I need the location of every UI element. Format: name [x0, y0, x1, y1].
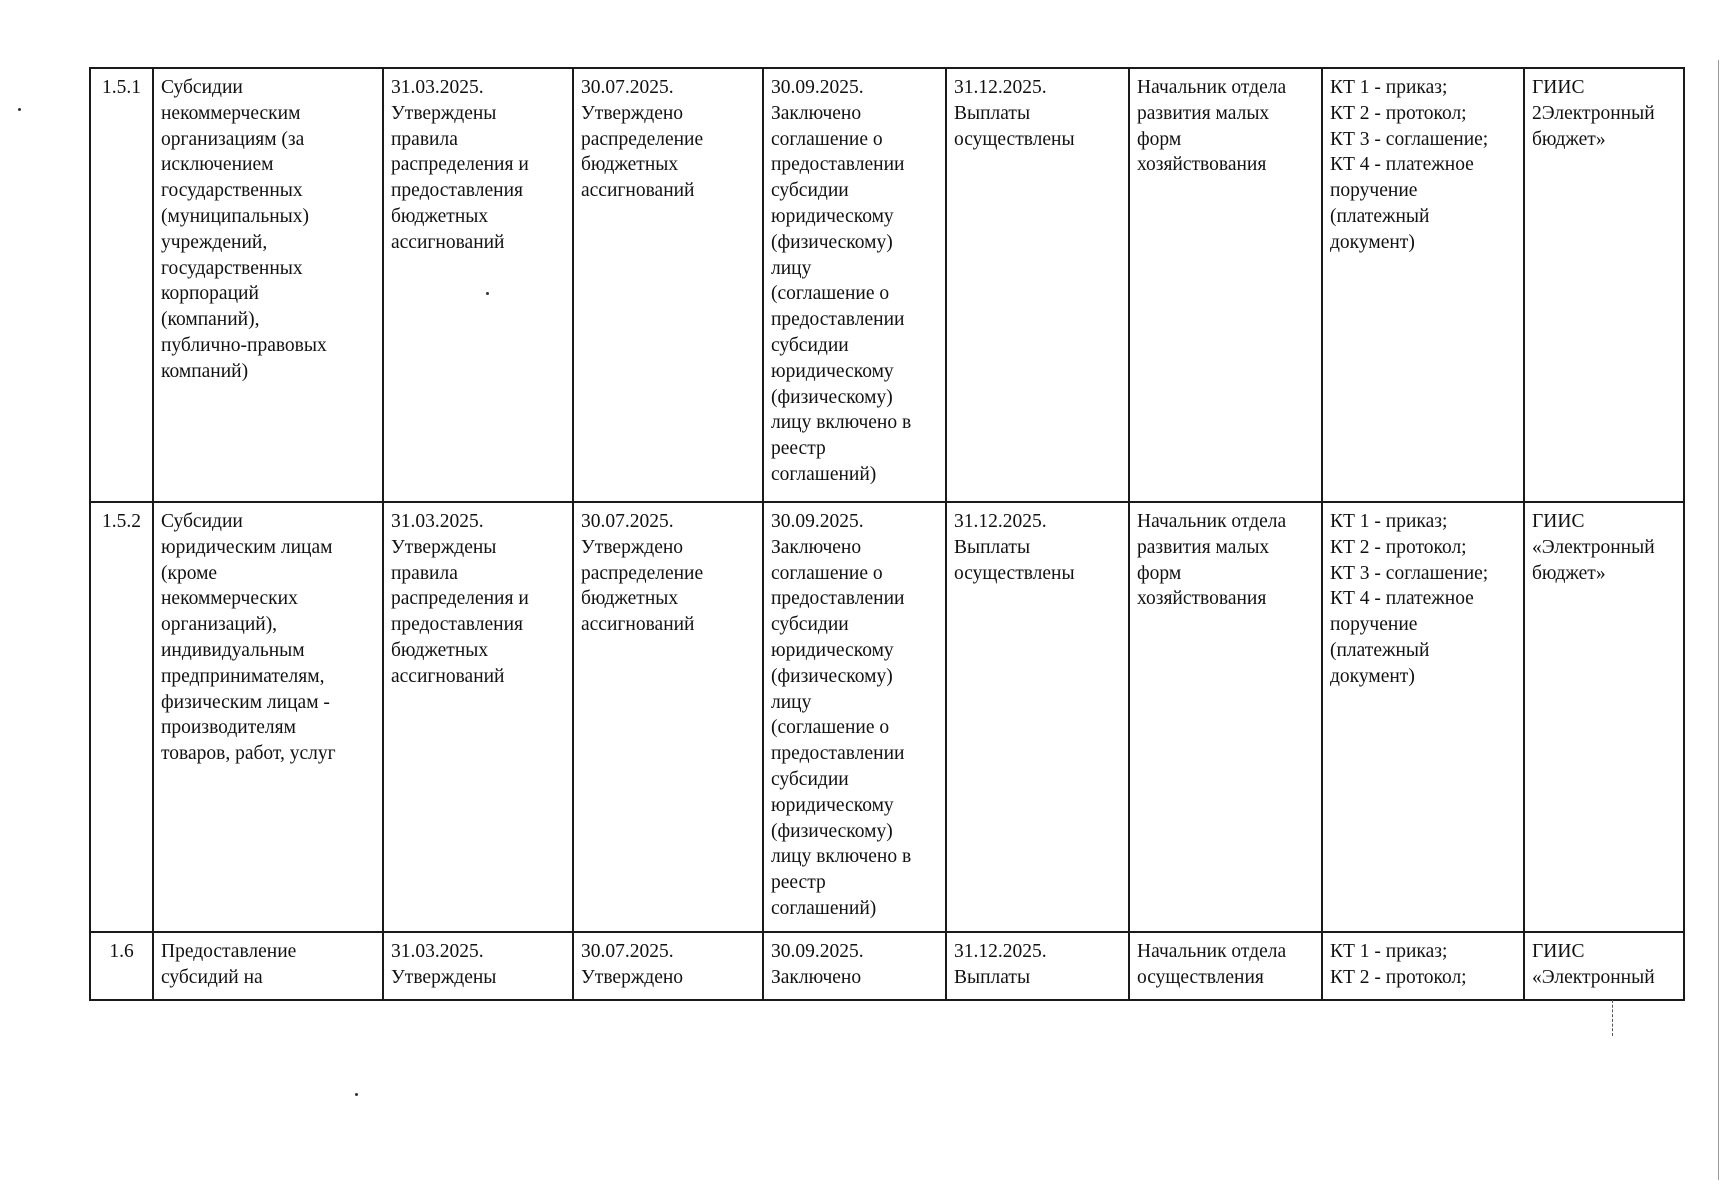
checkpoint-4-cell: 31.12.2025. Выплаты: [946, 932, 1129, 1000]
documents-cell: КТ 1 - приказ; КТ 2 - протокол; КТ 3 - соглашение; КТ 4 - платежное поручение (платежный документ): [1322, 68, 1524, 502]
checkpoint-4-cell: 31.12.2025. Выплаты осуществлены: [946, 502, 1129, 932]
measure-name-cell: Субсидии юридическим лицам (кроме некоммерческих организаций), индивидуальным предпринимателям, физическим лицам - производителям товаров, работ, услуг: [153, 502, 383, 932]
scan-speck: [18, 108, 21, 111]
checkpoint-3-cell: 30.09.2025. Заключено соглашение о предоставлении субсидии юридическому (физическому) лицу (соглашение о предоставлении субсидии юридическому (физическому) лицу включено в реестр соглашений): [763, 68, 946, 502]
measure-name-cell: Предоставление субсидий на: [153, 932, 383, 1000]
checkpoint-4-cell: 31.12.2025. Выплаты осуществлены: [946, 68, 1129, 502]
checkpoint-2-cell: 30.07.2025. Утверждено: [573, 932, 763, 1000]
row-number: 1.5.1: [90, 68, 153, 502]
checkpoint-3-cell: 30.09.2025. Заключено: [763, 932, 946, 1000]
responsible-cell: Начальник отдела развития малых форм хозяйствования: [1129, 502, 1322, 932]
checkpoint-2-cell: 30.07.2025. Утверждено распределение бюджетных ассигнований: [573, 502, 763, 932]
row-number: 1.5.2: [90, 502, 153, 932]
checkpoint-2-cell: 30.07.2025. Утверждено распределение бюджетных ассигнований: [573, 68, 763, 502]
scan-edge-mark: [1612, 1000, 1614, 1036]
checkpoint-1-cell: 31.03.2025. Утверждены правила распределения и предоставления бюджетных ассигнований: [383, 68, 573, 502]
scan-edge-mark: [1718, 60, 1720, 1180]
information-system-cell: ГИИС «Электронный бюджет»: [1524, 502, 1684, 932]
measure-name-cell: Субсидии некоммерческим организациям (за исключением государственных (муниципальных) учреждений, государственных корпораций (компаний), публично-правовых компаний): [153, 68, 383, 502]
information-system-cell: ГИИС 2Электронный бюджет»: [1524, 68, 1684, 502]
checkpoint-1-cell: 31.03.2025. Утверждены правила распределения и предоставления бюджетных ассигнований: [383, 502, 573, 932]
table-row: [90, 68, 1684, 502]
checkpoint-3-cell: 30.09.2025. Заключено соглашение о предоставлении субсидии юридическому (физическому) лицу (соглашение о предоставлении субсидии юридическому (физическому) лицу включено в реестр соглашений): [763, 502, 946, 932]
responsible-cell: Начальник отдела развития малых форм хозяйствования: [1129, 68, 1322, 502]
table-row: [90, 502, 1684, 932]
scan-speck: [355, 1093, 358, 1096]
documents-cell: КТ 1 - приказ; КТ 2 - протокол;: [1322, 932, 1524, 1000]
checkpoint-1-cell: 31.03.2025. Утверждены: [383, 932, 573, 1000]
documents-cell: КТ 1 - приказ; КТ 2 - протокол; КТ 3 - соглашение; КТ 4 - платежное поручение (платежный документ): [1322, 502, 1524, 932]
table-row: [90, 932, 1684, 1000]
row-number: 1.6: [90, 932, 153, 1000]
scan-speck: [486, 292, 489, 295]
plan-table: [89, 67, 1685, 1001]
information-system-cell: ГИИС «Электронный: [1524, 932, 1684, 1000]
responsible-cell: Начальник отдела осуществления: [1129, 932, 1322, 1000]
